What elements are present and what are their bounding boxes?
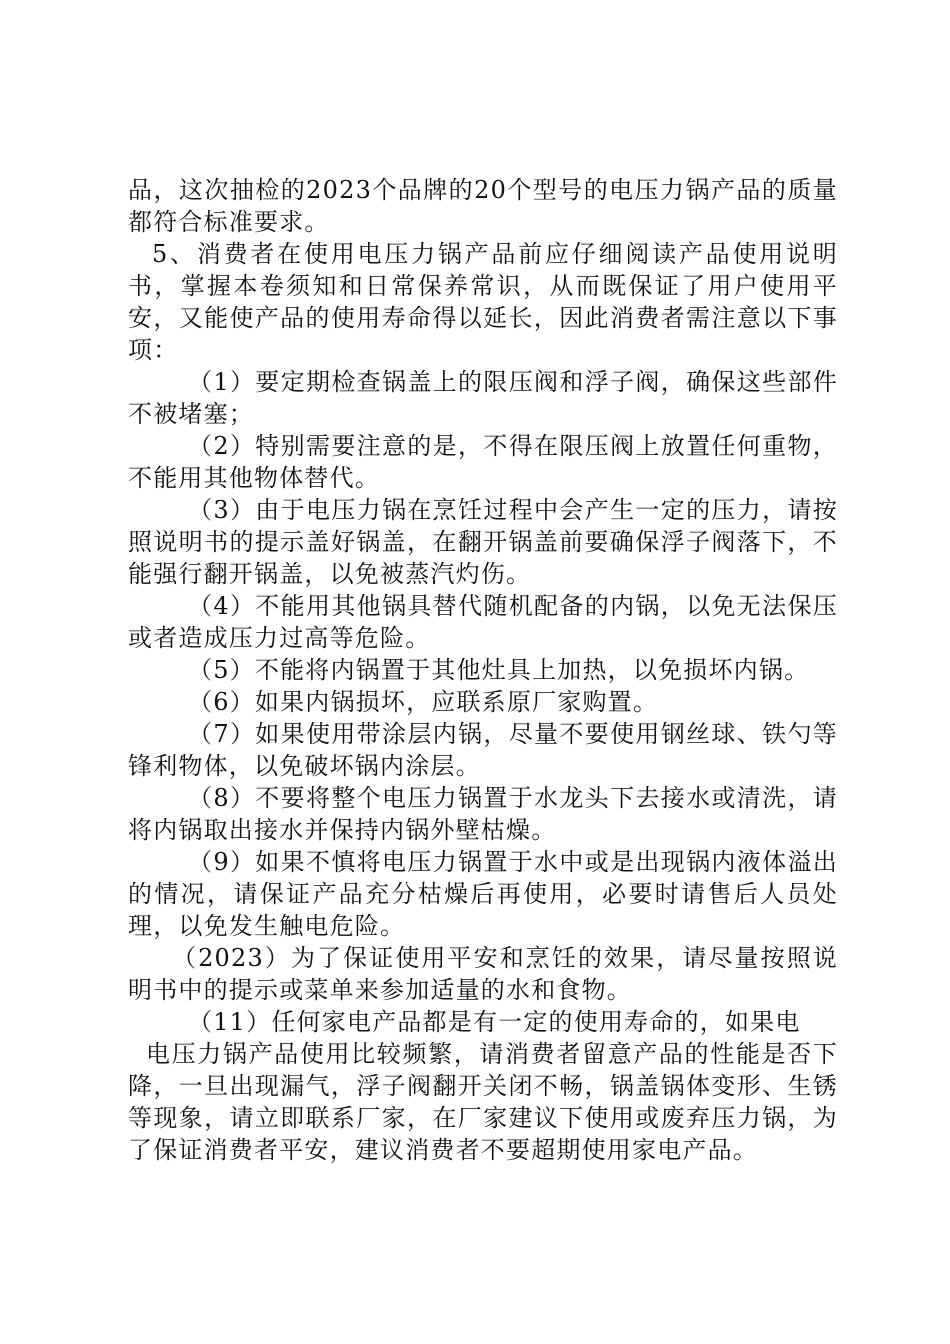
paragraph-item-6: （6）如果内锅损坏，应联系原厂家购置。: [188, 688, 659, 716]
paragraph-item-11: （11）任何家电产品都是有一定的使用寿命的，如果电: [188, 1008, 801, 1036]
paragraph-lifespan-notice: 电压力锅产品使用比较频繁，请消费者留意产品的性能是否下降，一旦出现漏气，浮子阀翻开关闭不畅，锅盖锅体变形、生锈等现象，请立即联系厂家，在厂家建议下使用或废弃压力锅，为了保证消费者平安，建议消费者不要超期使用家电产品。: [128, 1040, 838, 1164]
paragraph-quality-result: 品，这次抽检的2023个品牌的20个型号的电压力锅产品的质量都符合标准要求。: [128, 176, 838, 236]
paragraph-item-4: （4）不能用其他锅具替代随机配备的内锅，以免无法保压或者造成压力过高等危险。: [128, 592, 838, 652]
paragraph-item-10: （2023）为了保证使用平安和烹饪的效果，请尽量按照说明书中的提示或菜单来参加适量的水和食物。: [128, 944, 838, 1004]
paragraph-item-5: （5）不能将内锅置于其他灶具上加热，以免损坏内锅。: [188, 656, 810, 684]
paragraph-item-3: （3）由于电压力锅在烹饪过程中会产生一定的压力，请按照说明书的提示盖好锅盖，在翻开锅盖前要确保浮子阀落下，不能强行翻开锅盖，以免被蒸汽灼伤。: [128, 496, 838, 588]
paragraph-item-7: （7）如果使用带涂层内锅，尽量不要使用钢丝球、铁勺等锋利物体，以免破坏锅内涂层。: [128, 720, 838, 780]
paragraph-item-8: （8）不要将整个电压力锅置于水龙头下去接水或清洗，请将内锅取出接水并保持内锅外壁枯燥。: [128, 784, 838, 844]
paragraph-item-1: （1）要定期检查锅盖上的限压阀和浮子阀，确保这些部件不被堵塞；: [128, 368, 838, 428]
paragraph-consumer-notice: 5、消费者在使用电压力锅产品前应仔细阅读产品使用说明书，掌握本卷须知和日常保养常识，从而既保证了用户使用平安，又能使产品的使用寿命得以延长，因此消费者需注意以下事项：: [128, 240, 838, 364]
paragraph-item-2: （2）特别需要注意的是，不得在限压阀上放置任何重物，不能用其他物体替代。: [128, 432, 838, 492]
paragraph-item-9: （9）如果不慎将电压力锅置于水中或是出现锅内液体溢出的情况，请保证产品充分枯燥后再使用，必要时请售后人员处理，以免发生触电危险。: [128, 848, 838, 940]
document-body: [128, 174, 838, 1166]
